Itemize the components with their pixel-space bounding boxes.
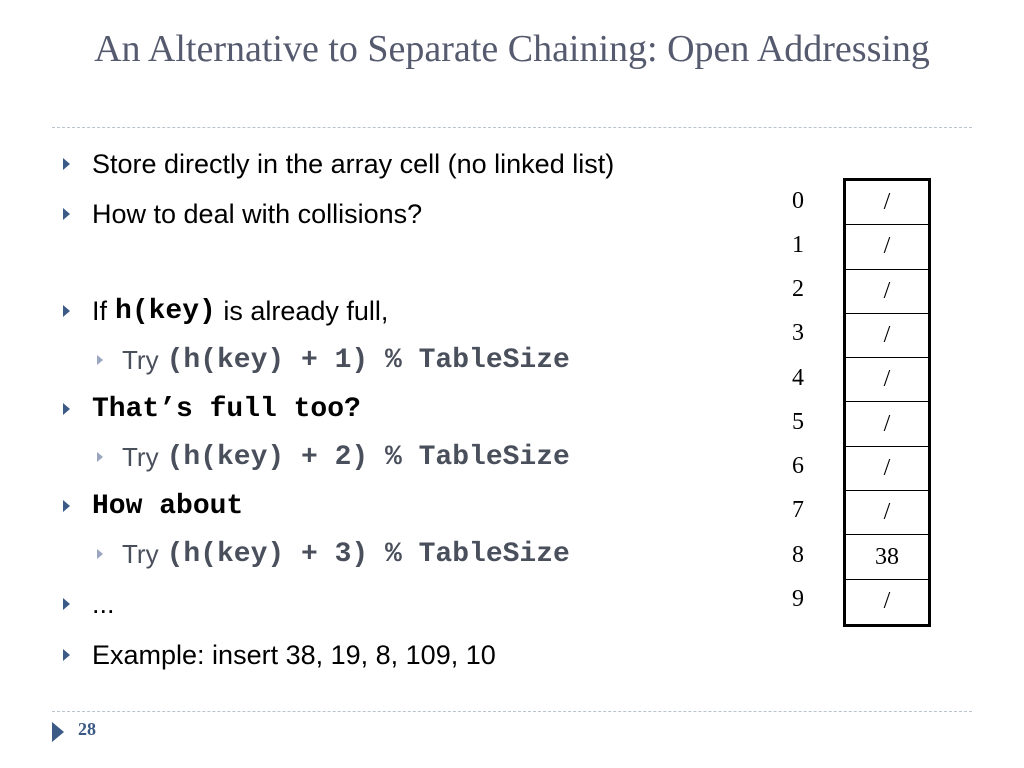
hash-table xyxy=(843,178,931,627)
bullet-full-too xyxy=(63,389,361,429)
table-cell: / xyxy=(846,181,928,225)
table-cell: / xyxy=(846,358,928,402)
bullet-text: Store directly in the array cell (no linked list) xyxy=(92,148,615,179)
table-index: 1 xyxy=(792,232,804,258)
bullet-ellipsis xyxy=(63,584,115,624)
bullet-example xyxy=(63,635,496,675)
table-cell: / xyxy=(846,402,928,446)
sub-bullet-try-3 xyxy=(97,534,570,574)
bullet-code: h(key) xyxy=(115,295,216,327)
bullet-text: ... xyxy=(92,588,115,619)
sub-bullet-text: Try xyxy=(122,441,159,472)
sub-bullet-text: Try xyxy=(122,344,159,375)
bullet-triangle-icon xyxy=(63,598,70,610)
sub-bullet-code: (h(key) + 1) % TableSize xyxy=(166,344,570,376)
bullet-text: Example: insert 38, 19, 8, 109, 10 xyxy=(92,639,496,670)
table-index: 6 xyxy=(792,453,804,479)
bullet-triangle-icon xyxy=(63,649,70,661)
sub-bullet-triangle-icon xyxy=(97,355,103,365)
sub-bullet-triangle-icon xyxy=(97,452,103,462)
table-index: 5 xyxy=(792,409,804,435)
table-cell: / xyxy=(846,270,928,314)
bullet-collisions xyxy=(63,194,422,234)
table-index: 7 xyxy=(792,497,804,523)
table-index: 9 xyxy=(792,586,804,612)
table-cell: / xyxy=(883,588,891,615)
table-index: 3 xyxy=(792,320,804,346)
table-index: 2 xyxy=(792,276,804,302)
bullet-text-pre: If xyxy=(92,295,108,326)
bullet-triangle-icon xyxy=(63,305,70,317)
bullet-triangle-icon xyxy=(63,403,70,415)
sub-bullet-code: (h(key) + 2) % TableSize xyxy=(166,441,570,473)
table-index: 0 xyxy=(792,188,804,214)
footer-triangle-icon xyxy=(52,722,64,742)
sub-bullet-code: (h(key) + 3) % TableSize xyxy=(166,538,570,570)
bullet-text: How to deal with collisions? xyxy=(92,198,423,229)
table-cell: 38 xyxy=(846,535,928,579)
bullet-triangle-icon xyxy=(63,158,70,170)
bullet-text-post: is already full, xyxy=(215,295,389,326)
slide-title: An Alternative to Separate Chaining: Open Addressing xyxy=(94,28,930,70)
table-cell: / xyxy=(846,491,928,535)
bullet-triangle-icon xyxy=(63,208,70,220)
sub-bullet-try-2 xyxy=(97,437,570,477)
sub-bullet-try-1 xyxy=(97,340,570,380)
bullet-code: That’s full too? xyxy=(92,393,361,425)
title-divider xyxy=(52,127,972,128)
bullet-how-about xyxy=(63,486,243,526)
bullet-store-directly xyxy=(63,144,614,184)
table-index: 4 xyxy=(792,365,804,391)
sub-bullet-text: Try xyxy=(122,538,159,569)
table-cell: / xyxy=(846,447,928,491)
bullet-if-full xyxy=(63,291,388,331)
table-cell: / xyxy=(846,314,928,358)
bullet-triangle-icon xyxy=(63,500,70,512)
bullet-code: How about xyxy=(92,490,244,522)
page-number: 28 xyxy=(78,719,96,739)
footer-divider xyxy=(52,711,972,712)
table-cell: / xyxy=(846,225,928,269)
table-index: 8 xyxy=(792,542,804,568)
sub-bullet-triangle-icon xyxy=(97,549,103,559)
